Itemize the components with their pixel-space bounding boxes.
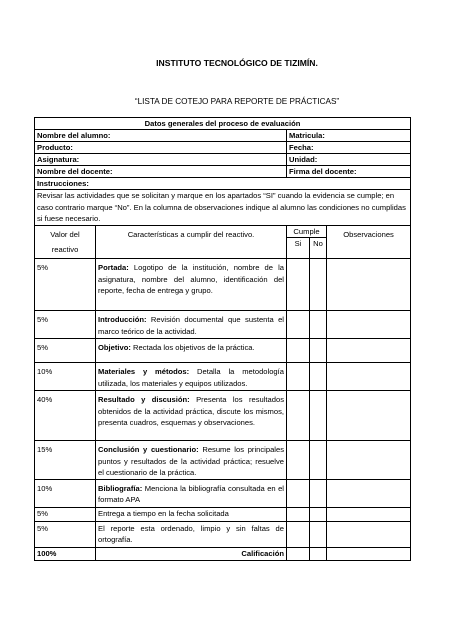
criterion-row	[35, 507, 411, 521]
enrollment-field[interactable]: Matricula:	[287, 130, 411, 142]
criterion-text: El reporte esta ordenado, limpio y sin faltas de ortografía.	[98, 523, 284, 545]
criterion-observations-cell[interactable]	[327, 259, 411, 311]
criterion-label: Portada:	[98, 263, 129, 272]
criterion-label: Objetivo:	[98, 343, 131, 352]
characteristics-column-header: Características a cumplir del reactivo.	[96, 226, 287, 259]
criterion-no-cell[interactable]	[310, 391, 327, 441]
criterion-text: Logotipo de la institución, nombre de la asignatura, nombre del alumno, identificación del reporte, fecha de entrega y grupo.	[98, 263, 284, 296]
criterion-row	[35, 391, 411, 441]
criterion-no-cell[interactable]	[310, 441, 327, 480]
criterion-row	[35, 441, 411, 480]
subject-row	[35, 154, 411, 166]
criterion-label: Materiales y métodos:	[98, 367, 190, 376]
evaluation-checklist-table	[34, 117, 411, 561]
criterion-row	[35, 339, 411, 363]
criterion-text: Menciona la bibliografía consultada en el formato APA	[98, 483, 284, 505]
general-data-header-row	[35, 118, 411, 130]
criterion-description	[96, 441, 287, 480]
criterion-observations-cell[interactable]	[327, 507, 411, 521]
no-column-header: No	[310, 238, 327, 259]
total-value: 100%	[35, 547, 96, 560]
criterion-observations-cell[interactable]	[327, 363, 411, 391]
instructions-label-row	[35, 178, 411, 190]
criterion-row	[35, 521, 411, 547]
criterion-row	[35, 311, 411, 339]
criterion-observations-cell[interactable]	[327, 391, 411, 441]
criterion-label: Introducción:	[98, 315, 147, 324]
grade-no-cell[interactable]	[310, 547, 327, 560]
criterion-text: Revisión documental que sustenta el marco teórico de la actividad.	[98, 315, 284, 336]
criterion-text: Presenta los resultados obtenidos de la actividad práctica, discute los mismos, presenta cuadros, esquemas y observaciones.	[98, 395, 284, 428]
institution-title: INSTITUTO TECNOLÓGICO DE TIZIMÍN.	[156, 58, 318, 68]
criterion-yes-cell[interactable]	[287, 391, 310, 441]
grade-yes-cell[interactable]	[287, 547, 310, 560]
column-header-row	[35, 226, 411, 238]
criterion-no-cell[interactable]	[310, 311, 327, 339]
criterion-yes-cell[interactable]	[287, 507, 310, 521]
criterion-description	[96, 479, 287, 507]
criterion-text: Rectada los objetivos de la práctica.	[130, 343, 255, 352]
criterion-value: 5%	[35, 311, 96, 339]
criterion-value: 40%	[35, 391, 96, 441]
complies-column-header: Cumple	[287, 226, 327, 238]
criterion-no-cell[interactable]	[310, 521, 327, 547]
criterion-value: 5%	[35, 339, 96, 363]
product-row	[35, 142, 411, 154]
criterion-label: Resultado y discusión:	[98, 395, 190, 404]
document-title: “LISTA DE COTEJO PARA REPORTE DE PRÁCTICAS”	[134, 97, 340, 106]
criterion-value: 5%	[35, 507, 96, 521]
criterion-description	[96, 339, 287, 363]
criterion-no-cell[interactable]	[310, 479, 327, 507]
criterion-value: 10%	[35, 363, 96, 391]
instructions-label: Instrucciones:	[35, 178, 411, 190]
criterion-text: Resume los principales puntos y resultados de la actividad práctica; resuelve el cuestionario de la práctica.	[98, 445, 284, 478]
general-data-title: Datos generales del proceso de evaluación	[35, 118, 411, 130]
teacher-name-field[interactable]: Nombre del docente:	[35, 166, 287, 178]
criterion-no-cell[interactable]	[310, 339, 327, 363]
criterion-yes-cell[interactable]	[287, 259, 310, 311]
total-row	[35, 547, 411, 560]
criterion-row	[35, 363, 411, 391]
criterion-observations-cell[interactable]	[327, 521, 411, 547]
criterion-label: Conclusión y cuestionario:	[98, 445, 199, 454]
criterion-yes-cell[interactable]	[287, 479, 310, 507]
criterion-description	[96, 507, 287, 521]
criterion-description	[96, 521, 287, 547]
criterion-value: 5%	[35, 259, 96, 311]
criterion-description	[96, 391, 287, 441]
student-row	[35, 130, 411, 142]
criterion-row	[35, 479, 411, 507]
yes-column-header: Si	[287, 238, 310, 259]
criterion-yes-cell[interactable]	[287, 339, 310, 363]
criterion-label: Bibliografía:	[98, 483, 143, 493]
criterion-text: Detalla la metodología utilizada, los materiales y equipos utilizados.	[98, 367, 284, 388]
student-name-field[interactable]: Nombre del alumno:	[35, 130, 287, 142]
criterion-description	[96, 259, 287, 311]
criterion-description	[96, 363, 287, 391]
criterion-no-cell[interactable]	[310, 259, 327, 311]
instructions-text-row	[35, 190, 411, 226]
value-column-header: Valor del reactivo	[35, 226, 96, 259]
criterion-value: 10%	[35, 479, 96, 507]
teacher-signature-field[interactable]: Firma del docente:	[287, 166, 411, 178]
criterion-description	[96, 311, 287, 339]
criterion-value: 5%	[35, 521, 96, 547]
grade-observations-cell[interactable]	[327, 547, 411, 560]
grade-label: Calificación	[96, 547, 287, 560]
criterion-value: 15%	[35, 441, 96, 480]
criterion-yes-cell[interactable]	[287, 311, 310, 339]
product-field[interactable]: Producto:	[35, 142, 287, 154]
criterion-no-cell[interactable]	[310, 363, 327, 391]
teacher-row	[35, 166, 411, 178]
criterion-yes-cell[interactable]	[287, 441, 310, 480]
criterion-observations-cell[interactable]	[327, 441, 411, 480]
criterion-yes-cell[interactable]	[287, 521, 310, 547]
criterion-row	[35, 259, 411, 311]
subject-field[interactable]: Asignatura:	[35, 154, 287, 166]
criterion-observations-cell[interactable]	[327, 311, 411, 339]
criterion-text: Entrega a tiempo en la fecha solicitada	[98, 508, 229, 518]
date-field[interactable]: Fecha:	[287, 142, 411, 154]
observations-column-header: Observaciones	[327, 226, 411, 259]
unit-field[interactable]: Unidad:	[287, 154, 411, 166]
criterion-no-cell[interactable]	[310, 507, 327, 521]
criterion-yes-cell[interactable]	[287, 363, 310, 391]
criterion-observations-cell[interactable]	[327, 479, 411, 507]
criterion-observations-cell[interactable]	[327, 339, 411, 363]
instructions-text: Revisar las actividades que se solicitan y marque en los apartados “SI” cuando la evidencia se cumple; en caso contrario marque “No”. En la columna de observaciones indique al alumno las condiciones no cumplidas si fuese necesario.	[35, 190, 411, 226]
